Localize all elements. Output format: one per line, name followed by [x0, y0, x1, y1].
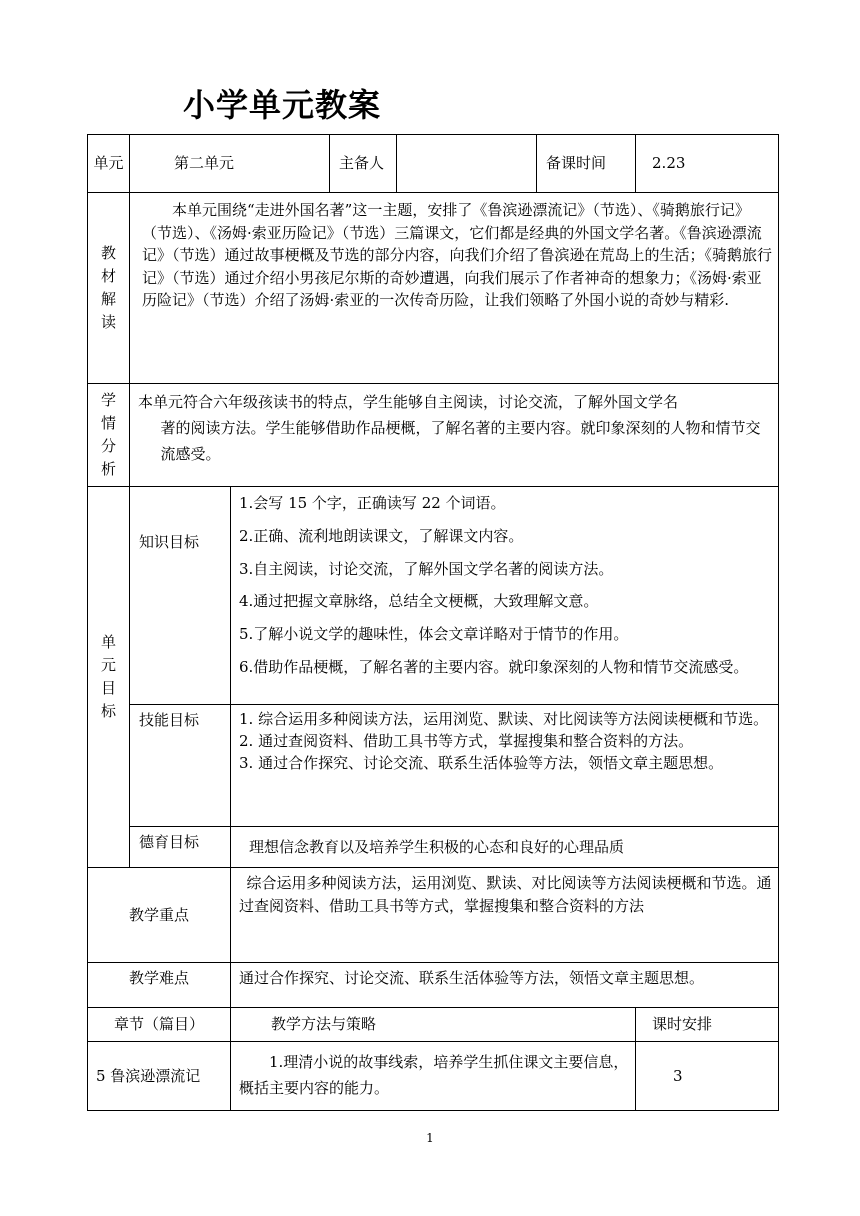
unit-label: 单元 — [88, 135, 130, 193]
prep-time-label: 备课时间 — [537, 135, 636, 193]
key-points-label: 教学重点 — [88, 868, 231, 963]
table-row — [88, 1042, 779, 1111]
skill-item: 2. 通过查阅资料、借助工具书等方式，掌握搜集和整合资料的方法。 — [239, 731, 694, 750]
lesson-method: 1.理清小说的故事线索，培养学生抓住课文主要信息，概括主要内容的能力。 — [231, 1042, 636, 1111]
skill-label: 技能目标 — [130, 705, 231, 827]
knowledge-label: 知识目标 — [130, 487, 231, 705]
textbook-label-char: 教 — [100, 243, 116, 262]
goals-label-char: 单 — [100, 632, 116, 651]
key-points-row — [88, 868, 779, 963]
textbook-text: 本单元围绕“走进外国名著”这一主题，安排了《鲁滨逊漂流记》（节选）、《骑鹅旅行记》（节选）、《汤姆·索亚历险记》（节选）三篇课文，它们都是经典的外国文学名著。《鲁滨逊漂流记》（节选）通过故事梗概及节选的部分内容，向我们介绍了鲁滨逊在荒岛上的生活；《骑鹅旅行记》（节选）通过介绍小男孩尼尔斯的奇妙遭遇，向我们展示了作者神奇的想象力；《汤姆·索亚历险记》（节选）介绍了汤姆·索亚的一次传奇历险，让我们领略了外国小说的奇妙与精彩. — [130, 193, 779, 384]
textbook-label — [88, 193, 130, 384]
students-label — [88, 384, 130, 487]
goals-label-char: 标 — [100, 702, 116, 721]
students-text — [130, 384, 779, 487]
lesson-plan-table — [87, 134, 779, 1111]
difficulties-row — [88, 963, 779, 1008]
goals-label — [88, 487, 130, 868]
goals-label-char: 元 — [100, 655, 116, 674]
students-rest: 著的阅读方法。学生能够借助作品梗概，了解名著的主要内容。就印象深刻的人物和情节交流感受。 — [160, 418, 761, 463]
knowledge-item: 2.正确、流利地朗读课文，了解课文内容。 — [239, 526, 524, 545]
knowledge-row — [88, 487, 779, 705]
key-points-text: 综合运用多种阅读方法，运用浏览、默读、对比阅读等方法阅读梗概和节选。通过查阅资料、借助工具书等方式，掌握搜集和整合资料的方法 — [231, 868, 779, 963]
textbook-label-char: 解 — [100, 290, 116, 308]
col-chapter: 章节（篇目） — [88, 1008, 231, 1042]
col-method: 教学方法与策略 — [231, 1008, 636, 1042]
lesson-chapter: 5 鲁滨逊漂流记 — [88, 1042, 231, 1111]
difficulties-label: 教学难点 — [88, 963, 231, 1008]
students-first-line: 本单元符合六年级孩读书的特点，学生能够自主阅读，讨论交流，了解外国文学名 — [138, 393, 679, 411]
knowledge-item: 1.会写 15 个字，正确读写 22 个词语。 — [239, 494, 506, 512]
knowledge-item: 6.借助作品梗概，了解名著的主要内容。就印象深刻的人物和情节交流感受。 — [239, 657, 749, 676]
lesson-hours: 3 — [636, 1042, 779, 1111]
students-label-char: 学 — [100, 390, 116, 409]
textbook-row — [88, 193, 779, 384]
header-row — [88, 135, 779, 193]
unit-value: 第二单元 — [130, 135, 330, 193]
skill-list — [231, 705, 779, 827]
preparer-label: 主备人 — [330, 135, 397, 193]
students-label-char: 情 — [100, 413, 116, 432]
skill-row — [88, 705, 779, 827]
knowledge-item: 4.通过把握文章脉络，总结全文梗概，大致理解文意。 — [239, 592, 599, 611]
moral-row — [88, 827, 779, 868]
textbook-label-char: 材 — [100, 266, 116, 285]
students-row — [88, 384, 779, 487]
preparer-value — [397, 135, 537, 193]
page-title: 小学单元教案 — [183, 86, 382, 124]
lessons-header-row — [88, 1008, 779, 1042]
skill-item: 1. 综合运用多种阅读方法，运用浏览、默读、对比阅读等方法阅读梗概和节选。 — [239, 710, 769, 728]
moral-text: 理想信念教育以及培养学生积极的心态和良好的心理品质 — [231, 827, 779, 868]
col-hours: 课时安排 — [636, 1008, 779, 1042]
prep-time-value: 2.23 — [636, 135, 779, 193]
difficulties-text: 通过合作探究、讨论交流、联系生活体验等方法，领悟文章主题思想。 — [231, 963, 779, 1008]
goals-label-char: 目 — [100, 679, 116, 697]
textbook-label-char: 读 — [100, 313, 116, 332]
skill-item: 3. 通过合作探究、讨论交流、联系生活体验等方法，领悟文章主题思想。 — [239, 753, 724, 772]
students-label-char: 分 — [100, 437, 116, 455]
page-number: 1 — [426, 1131, 434, 1145]
students-label-char: 析 — [100, 460, 116, 479]
knowledge-list — [231, 487, 779, 705]
moral-label: 德育目标 — [130, 827, 231, 868]
knowledge-item: 5.了解小说文学的趣味性，体会文章详略对于情节的作用。 — [239, 625, 629, 643]
knowledge-item: 3.自主阅读，讨论交流，了解外国文学名著的阅读方法。 — [239, 559, 614, 578]
